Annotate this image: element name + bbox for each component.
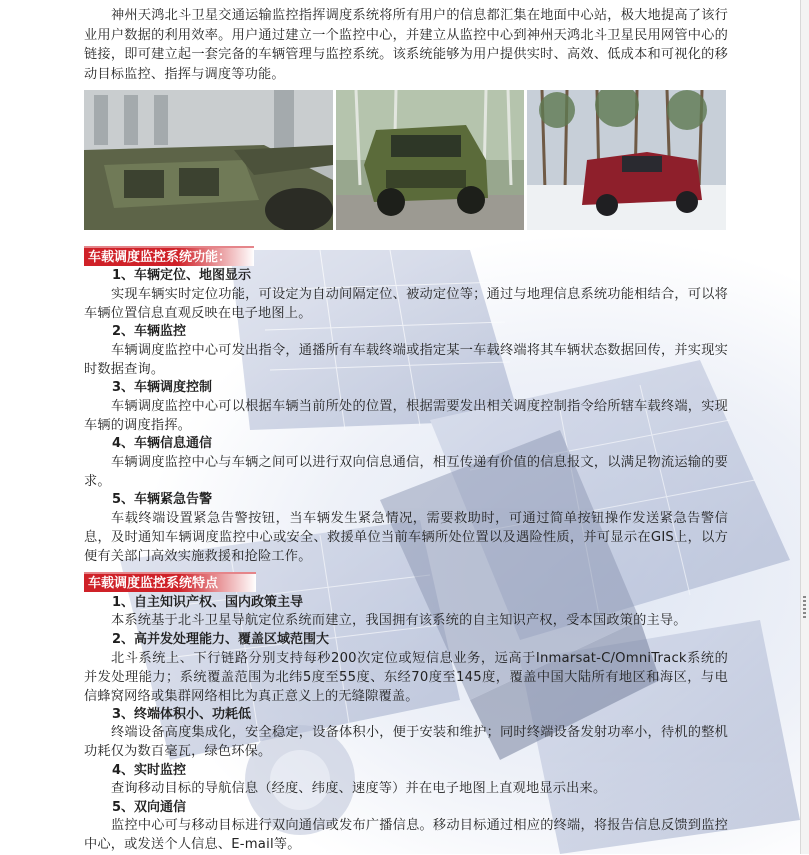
function-body-1: 实现车辆实时定位功能，可设定为自动间隔定位、被动定位等；通过与地理信息系统功能相结合，可以将车辆位置信息直观反映在电子地图上。 [84, 287, 728, 321]
function-body-4: 车辆调度监控中心与车辆之间可以进行双向信息通信，相互传递有价值的信息报文，以满足物流运输的要求。 [84, 455, 728, 489]
function-title-1: 1、车辆定位、地图显示 [112, 268, 252, 283]
photo-green-suv [336, 90, 524, 230]
photo-military-vehicle-closeup [84, 90, 333, 230]
function-title-3: 3、车辆调度控制 [112, 380, 213, 395]
function-title-5: 5、车辆紧急告警 [112, 492, 213, 507]
function-body-3: 车辆调度监控中心可以根据车辆当前所处的位置，根据需要发出相关调度控制指令给所辖车载终端，实现车辆的调度指挥。 [84, 399, 728, 433]
feature-title-1: 1、自主知识产权、国内政策主导 [112, 595, 304, 610]
feature-title-4: 4、实时监控 [112, 763, 187, 778]
section-heading-functions: 车载调度监控系统功能： [84, 246, 254, 266]
feature-body-5: 监控中心可与移动目标进行双向通信或发布广播信息。移动目标通过相应的终端，将报告信息反馈到监控中心，或发送个人信息、E-mail等。 [84, 818, 728, 852]
function-body-5: 车载终端设置紧急告警按钮，当车辆发生紧急情况，需要救助时，可通过简单按钮操作发送紧急告警信息，及时通知车辆调度监控中心或安全、救援单位当前车辆所处位置以及遇险性质，并可显示在GIS上，以方便有关部门高效实施救援和抢险工作。 [84, 511, 728, 564]
feature-body-1: 本系统基于北斗卫星导航定位系统而建立，我国拥有该系统的自主知识产权，受本国政策的主导。 [111, 613, 687, 628]
function-body-2: 车辆调度监控中心可发出指令，通播所有车载终端或指定某一车载终端将其车辆状态数据回传，并实现实时数据查询。 [84, 343, 728, 377]
function-title-4: 4、车辆信息通信 [112, 436, 213, 451]
section-heading-features: 车载调度监控系统特点 [84, 572, 256, 592]
feature-title-5: 5、双向通信 [112, 800, 187, 815]
intro-paragraph: 神州天鸿北斗卫星交通运输监控指挥调度系统将所有用户的信息都汇集在地面中心站，极大地提高了该行业用户数据的利用效率。用户通过建立一个监控中心，并建立从监控中心到神州天鸿北斗卫星民用网管中心的链接，即可建立起一套完备的车辆管理与监控系统。该系统能够为用户提供实时、高效、低成本和可视化的移动目标监控、指挥与调度等功能。 [84, 8, 728, 82]
photo-red-pickup-truck [527, 90, 726, 230]
feature-body-2: 北斗系统上、下行链路分别支持每秒200次定位或短信息业务，远高于Inmarsat-C/OmniTrack系统的并发处理能力；系统覆盖范围为北纬5度至55度、东经70度至145度，覆盖中国大陆所有地区和海区，与电信蜂窝网络或集群网络相比为真正意义上的无缝隙覆盖。 [84, 651, 728, 704]
feature-body-4: 查询移动目标的导航信息（经度、纬度、速度等）并在电子地图上直观地显示出来。 [111, 781, 607, 796]
feature-title-2: 2、高并发处理能力、覆盖区域范围大 [112, 632, 330, 647]
function-title-2: 2、车辆监控 [112, 324, 187, 339]
feature-title-3: 3、终端体积小、功耗低 [112, 707, 252, 722]
scroll-grip[interactable] [803, 596, 806, 618]
viewer-edge-scrollbar[interactable] [800, 0, 809, 854]
feature-body-3: 终端设备高度集成化，安全稳定，设备体积小，便于安装和维护；同时终端设备发射功率小，待机的整机功耗仅为数百毫瓦，绿色环保。 [84, 725, 728, 759]
